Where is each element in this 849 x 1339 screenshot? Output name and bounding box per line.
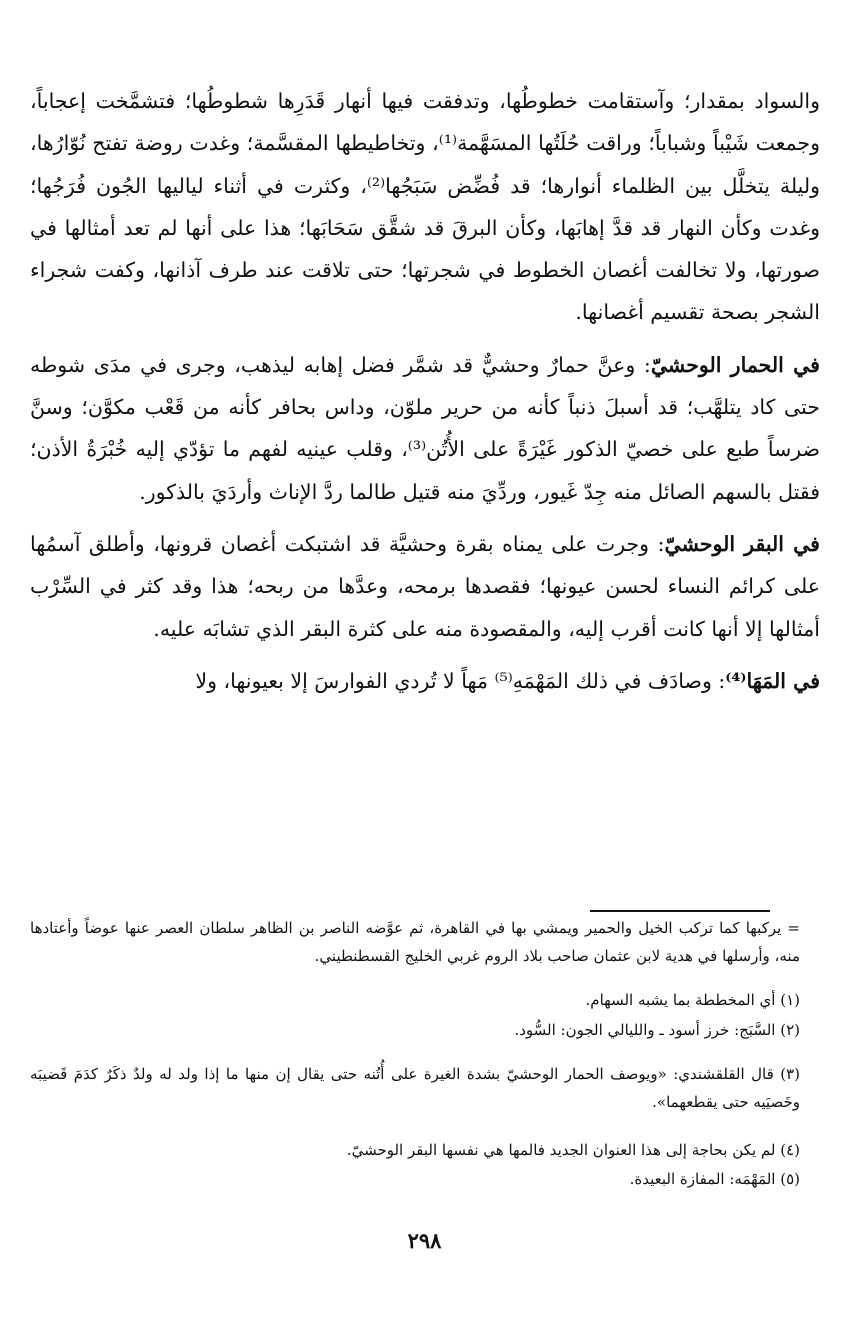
section-heading-wild-donkey: في الحمار الوحشيّ xyxy=(650,352,820,377)
paragraph-1 xyxy=(30,80,820,334)
paragraph-wild-donkey xyxy=(30,344,820,513)
paragraph-4-text: : وصادَف في ذلك المَهْمَهِ⁽⁵⁾ مَهاً لا تُردي الفوارسَ إلا بعيونها، ولا xyxy=(195,668,726,693)
page-number: ٢٩٨ xyxy=(407,1228,442,1253)
footnote-2: (٢) السَّبَج: خرز أسود ـ والليالي الجون: السُّود. xyxy=(514,1021,800,1039)
section-heading-oryx: في المَهَا⁽⁴⁾ xyxy=(725,668,820,693)
paragraph-1-text: والسواد بمقدار؛ وآستقامت خطوطُها، وتدفقت فيها أنهار قَدَرِها شطوطُها؛ فتشمَّخت إعجاباً، وجمعت شَيْباً وشباباً؛ وراقت حُلَتُها المسَهَّمة⁽¹⁾، وتخاطيطها المقسَّمة؛ وغدت روضة تفتح نُوّارُها، وليلة يتخلَّل بين الظلماء أنوارها؛ قد فُضِّض سَبَجُها⁽²⁾، وكثرت في أثناء لياليها الجُون فُرَجُها؛ وغدت وكأن النهار قد قدَّ إهابَها، وكأن البرقَ قد شقَّق سَحَابَها؛ هذا على أنها لم تعد أمثالها في صورتها، ولا تخالفت أغصان الخطوط في شجرتها؛ حتى تلاقت عند طرف آذانها، وكفت شجراء الشجر بصحة تقسيم أغصانها. xyxy=(30,89,821,325)
paragraph-wild-cow xyxy=(30,523,820,650)
section-heading-wild-cow: في البقر الوحشيّ xyxy=(664,531,820,556)
paragraph-2-text: : وعنَّ حمارٌ وحشيٌّ قد شمَّر فضل إهابه ليذهب، وجرى في مدَى شوطه حتى كاد يتلهَّب؛ قد أسبلَ ذنباً كأنه من حرير ملوّن، وداس بحافر كأنه من قَعْب مكوَّن؛ وسنَّ ضرساً طبع على خصيّ الذكور غَيْرَةً على الأُتُن⁽³⁾، وقلب عينيه لفهم ما تؤدّي إليه خُبْرَةُ الأذن؛ فقتل بالسهم الصائل منه جِدّ غَيور، وردِّيَ منه قتيل طالما ردَّ الإناث وأردَيَ بالذكور. xyxy=(30,352,820,504)
paragraph-oryx xyxy=(30,660,820,702)
paragraph-3-text: : وجرت على يمناه بقرة وحشيَّة قد اشتبكت أغصان قرونها، وأطلق آسمُها على كرائم النساء لحسن عيونها؛ فقصدها برمحه، وعدَّها من ربحه؛ هذا وقد كثر في السِّرْب أمثالها إلا أنها كانت أقرب إليه، والمقصودة منه على كثرة البقر الذي تشابَه عليه. xyxy=(30,531,820,641)
footnote-5: (٥) المَهْمَه: المفازة البعيدة. xyxy=(629,1170,800,1188)
footnote-separator xyxy=(590,910,770,912)
footnote-4: (٤) لم يكن بحاجة إلى هذا العنوان الجديد فالمها هي نفسها البقر الوحشيّ. xyxy=(346,1141,800,1159)
footnote-3: (٣) قال القلقشندي: «ويوصف الحمار الوحشيّ بشدة الغيرة على أُتُنه حتى يقال إن منها ما إذا ولد له ولدٌ ذكَرٌ كدَمَ قَضيبَه وخَصيَيه حتى يقطعهما». xyxy=(30,1065,800,1111)
footnote-continuation: = يركبها كما تركب الخيل والحمير ويمشي بها في القاهرة، ثم عوَّضه الناصر بن الظاهر سلطان العصر عنها عوضاً وأعتادها منه، وأرسلها في هدية لابن عثمان صاحب بلاد الروم غربي الخليج القسطنطيني. xyxy=(30,919,800,965)
main-text xyxy=(30,80,820,702)
footnote-1: (١) أي المخططة بما يشبه السهام. xyxy=(585,991,800,1009)
